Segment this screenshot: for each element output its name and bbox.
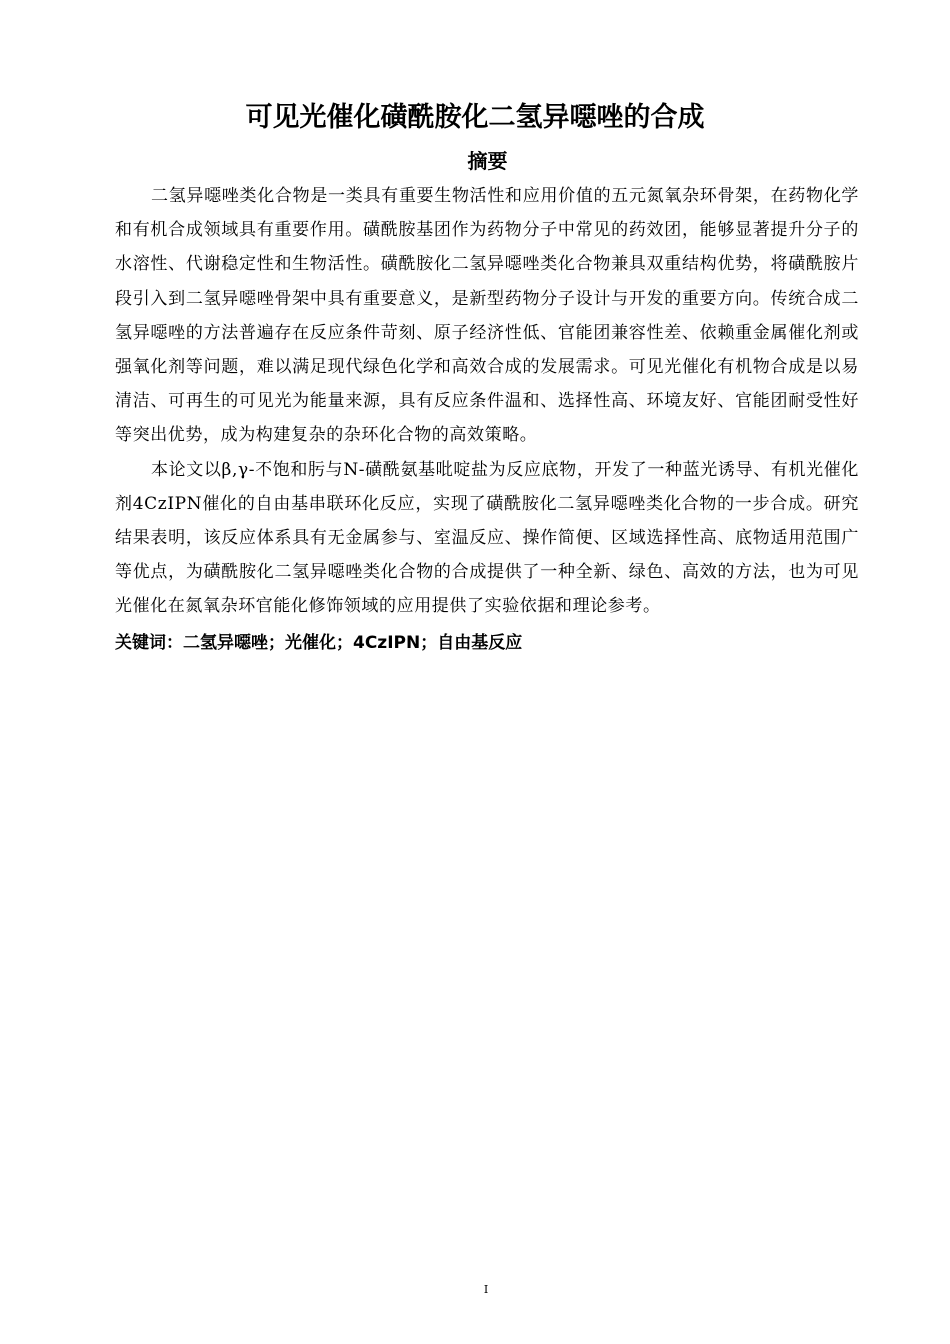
document-title: 可见光催化磺酰胺化二氢异噁唑的合成	[245, 102, 705, 133]
abstract-body	[115, 179, 859, 660]
abstract-paragraph-2: 本论文以β,γ-不饱和肟与N-磺酰氨基吡啶盐为反应底物，开发了一种蓝光诱导、有机光催化剂4CzIPN催化的自由基串联环化反应，实现了磺酰胺化二氢异噁唑类化合物的一步合成。研究结果表明，该反应体系具有无金属参与、室温反应、操作简便、区域选择性高、底物适用范围广等优点，为磺酰胺化二氢异噁唑类化合物的合成提供了一种全新、绿色、高效的方法，也为可见光催化在氮氧杂环官能化修饰领域的应用提供了实验依据和理论参考。	[115, 459, 859, 617]
keywords-line: 关键词：二氢异噁唑；光催化；4CzIPN；自由基反应	[115, 632, 523, 653]
abstract-paragraph-1: 二氢异噁唑类化合物是一类具有重要生物活性和应用价值的五元氮氧杂环骨架，在药物化学和有机合成领域具有重要作用。磺酰胺基团作为药物分子中常见的药效团，能够显著提升分子的水溶性、代谢稳定性和生物活性。磺酰胺化二氢异噁唑类化合物兼具双重结构优势，将磺酰胺片段引入到二氢异噁唑骨架中具有重要意义，是新型药物分子设计与开发的重要方向。传统合成二氢异噁唑的方法普遍存在反应条件苛刻、原子经济性低、官能团兼容性差、依赖重金属催化剂或强氧化剂等问题，难以满足现代绿色化学和高效合成的发展需求。可见光催化有机物合成是以易清洁、可再生的可见光为能量来源，具有反应条件温和、选择性高、环境友好、官能团耐受性好等突出优势，成为构建复杂的杂环化合物的高效策略。	[115, 186, 859, 446]
page-number: I	[483, 1283, 489, 1296]
abstract-heading: 摘要	[467, 149, 508, 173]
